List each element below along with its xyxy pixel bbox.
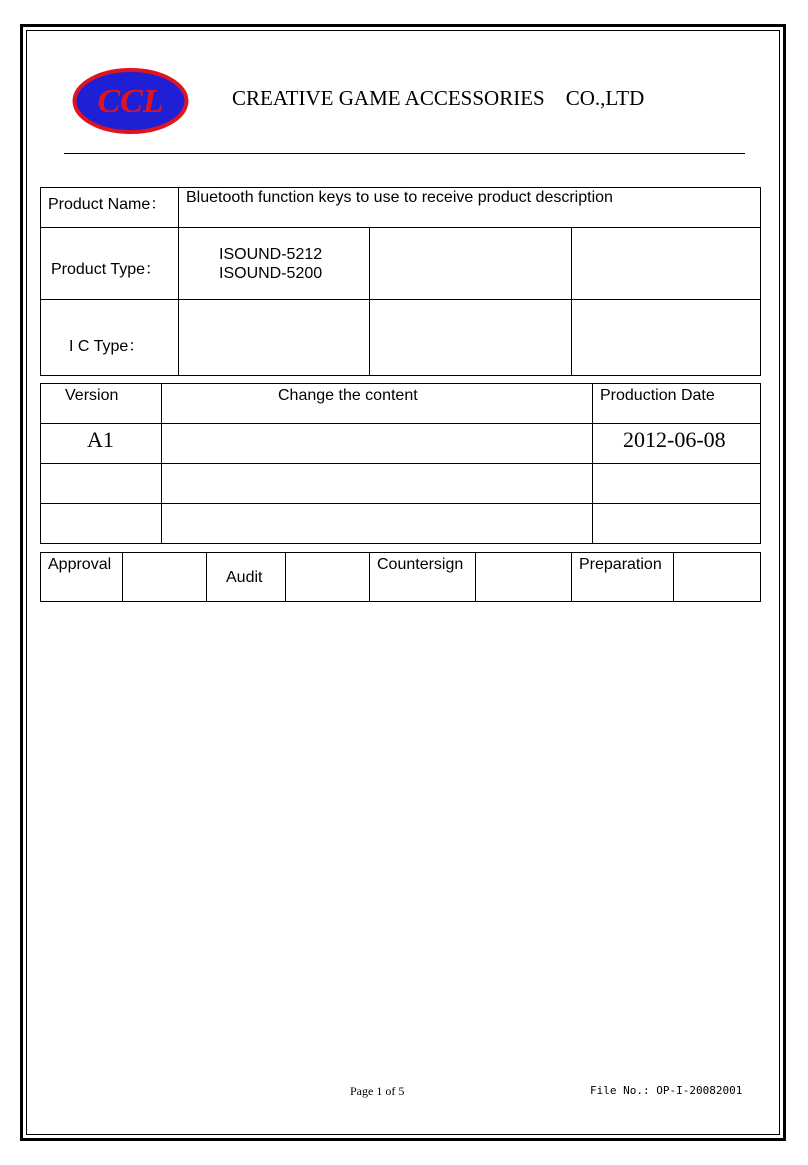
preparation-label: Preparation bbox=[579, 556, 662, 573]
production-date-value: 2012-06-08 bbox=[623, 427, 726, 452]
approval-label: Approval bbox=[48, 556, 112, 573]
product-type-value-1: ISOUND-5212 bbox=[219, 246, 323, 263]
production-date-header: Production Date bbox=[600, 387, 715, 404]
page-number: Page 1 of 5 bbox=[350, 1084, 405, 1098]
company-name: CREATIVE GAME ACCESSORIES CO.,LTD bbox=[232, 86, 645, 110]
product-type-value-2: ISOUND-5200 bbox=[219, 265, 323, 282]
version-value: A1 bbox=[87, 427, 114, 452]
product-table-border bbox=[40, 187, 761, 376]
ic-type-label: I C Type： bbox=[69, 338, 145, 355]
header-divider bbox=[64, 153, 745, 154]
change-content-header: Change the content bbox=[278, 387, 418, 404]
logo-text: CCL bbox=[97, 83, 164, 120]
product-name-value: Bluetooth function keys to use to receive product description bbox=[186, 189, 613, 206]
product-type-label: Product Type： bbox=[51, 261, 161, 278]
company-logo bbox=[72, 68, 189, 134]
version-header: Version bbox=[65, 387, 119, 404]
countersign-label: Countersign bbox=[377, 556, 464, 573]
audit-label: Audit bbox=[226, 569, 263, 586]
product-name-label: Product Name： bbox=[48, 196, 167, 213]
file-number: File No.: OP-I-20082001 bbox=[590, 1084, 743, 1097]
